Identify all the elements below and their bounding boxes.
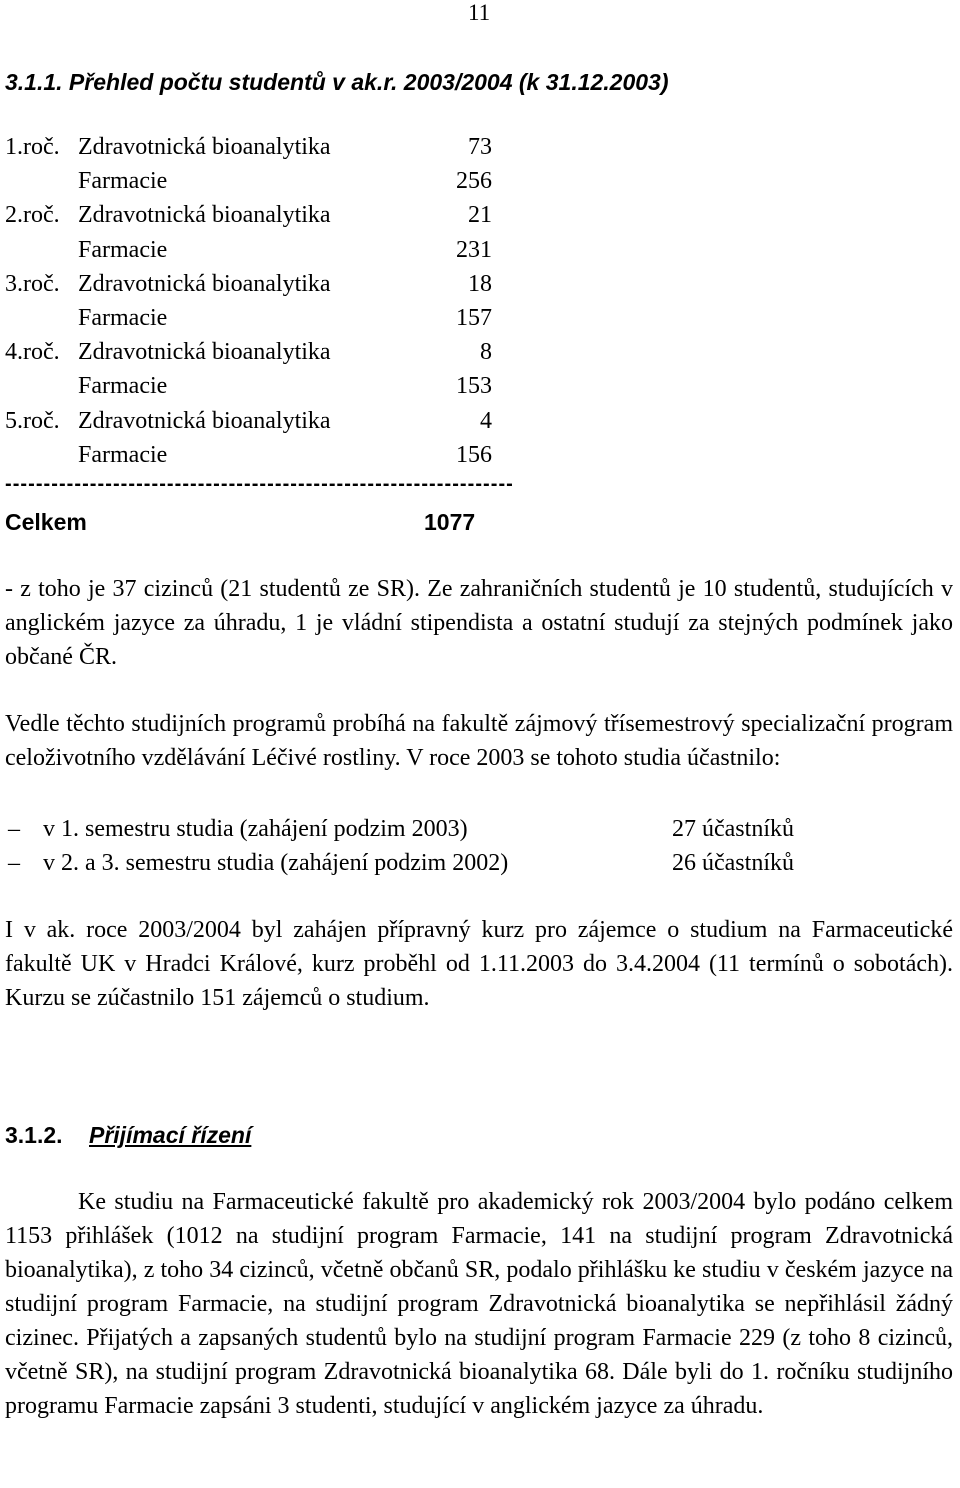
section-heading-student-overview: 3.1.1. Přehled počtu studentů v ak.r. 2003/2004 (k 31.12.2003) (5, 69, 669, 95)
year-label: 1.roč. (5, 134, 60, 160)
section-title: Přijímací řízení (89, 1122, 252, 1148)
student-count: 21 (468, 202, 492, 229)
program-label: Farmacie (78, 373, 168, 400)
dash-bullet: – (8, 816, 20, 842)
page-number: 11 (468, 0, 491, 25)
year-label: 4.roč. (5, 339, 60, 366)
year-label: 5.roč. (5, 407, 60, 434)
program-label: Farmacie (78, 168, 168, 195)
program-label: Farmacie (78, 304, 168, 331)
section-number: 3.1.2. (5, 1122, 63, 1148)
student-count: 156 (456, 441, 492, 468)
student-count: 256 (456, 168, 492, 195)
year-label: 3.roč. (5, 270, 60, 297)
list-item-text: v 1. semestru studia (zahájení podzim 2003) (43, 816, 468, 842)
program-label: Zdravotnická bioanalytika (78, 339, 331, 366)
student-count: 231 (456, 236, 492, 263)
preparatory-course-paragraph: I v ak. roce 2003/2004 byl zahájen přípravný kurz pro zájemce o studium na Farmaceutické fakultě UK v Hradci Králové, kurz proběhl od 1.11.2003 do 3.4.2004 (11 termínů o sobotách). Kurzu se zúčastnilo 151 zájemců o studium. (5, 917, 953, 1011)
section-heading-admission (5, 1121, 251, 1149)
lifelong-program-paragraph: Vedle těchto studijních programů probíhá na fakultě zájmový třísemestrový specializační program celoživotního vzdělávání Léčivé rostliny. V roce 2003 se tohoto studia účastnilo: (5, 711, 953, 771)
foreign-students-paragraph: - z toho je 37 cizinců (21 studentů ze SR). Ze zahraničních studentů je 10 studentů, studujících v anglickém jazyce za úhradu, 1 je vládní stipendista a ostatní studují za stejných podmínek jako občané ČR. (5, 576, 953, 670)
student-count: 18 (468, 270, 492, 297)
admission-paragraph: Ke studiu na Farmaceutické fakultě pro akademický rok 2003/2004 bylo podáno celkem 1153 přihlášek (1012 na studijní program Farmacie, 141 na studijní program Zdravotnická bioanalytika), z toho 34 cizinců, včetně občanů SR, podalo přihlášku ke studiu v českém jazyce na studijní program Farmacie, na studijní program Zdravotnická bioanalytika se nepřihlásil žádný cizinec. Přijatých a zapsaných studentů bylo na studijní program Farmacie 229 (z toho 8 cizinců, včetně SR), na studijní program Zdravotnická bioanalytika 68. Dále byli do 1. ročníku studijního programu Farmacie zapsáni 3 studenti, studující v anglickém jazyce za úhradu. (5, 1189, 953, 1419)
list-item-text: v 2. a 3. semestru studia (zahájení podzim 2002) (43, 850, 509, 876)
year-label: 2.roč. (5, 202, 60, 229)
program-label: Farmacie (78, 236, 168, 263)
program-label: Zdravotnická bioanalytika (78, 134, 331, 160)
total-value: 1077 (424, 509, 476, 535)
total-label: Celkem (5, 509, 87, 535)
student-count: 153 (456, 373, 492, 400)
participant-count: 27 účastníků (672, 816, 794, 842)
program-label: Zdravotnická bioanalytika (78, 270, 331, 297)
program-label: Farmacie (78, 441, 168, 468)
student-count: 4 (480, 407, 492, 434)
dash-bullet: – (8, 850, 20, 876)
student-count: 8 (480, 339, 492, 366)
student-count: 73 (468, 134, 492, 160)
program-label: Zdravotnická bioanalytika (78, 407, 331, 434)
student-count: 157 (456, 304, 492, 331)
program-label: Zdravotnická bioanalytika (78, 202, 331, 229)
dashed-separator: ------------------------------------------------------------------ (5, 473, 514, 495)
participant-count: 26 účastníků (672, 850, 794, 876)
